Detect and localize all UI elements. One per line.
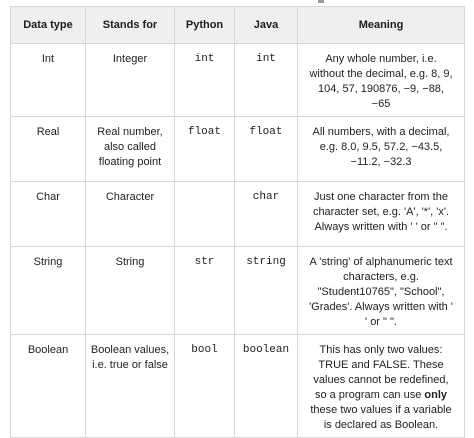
cell-java: char bbox=[235, 182, 298, 247]
cell-stands-for: String bbox=[86, 247, 175, 335]
meaning-emphasis: only bbox=[424, 389, 448, 401]
cell-meaning: A 'string' of alphanumeric text characters, e.g. "Student10765", "School", 'Grades'. Always written with ' ' or " ". bbox=[298, 247, 465, 335]
cell-python: int bbox=[175, 44, 235, 117]
header-stands-for: Stands for bbox=[86, 7, 175, 44]
cell-stands-for: Character bbox=[86, 182, 175, 247]
header-java: Java bbox=[235, 7, 298, 44]
cell-python: bool bbox=[175, 335, 235, 438]
meaning-text-after: these two values if a variable is declared as Boolean. bbox=[310, 404, 452, 431]
cell-java: int bbox=[235, 44, 298, 117]
cell-stands-for: Integer bbox=[86, 44, 175, 117]
header-meaning: Meaning bbox=[298, 7, 465, 44]
header-data-type: Data type bbox=[11, 7, 86, 44]
table-row-char bbox=[11, 182, 465, 247]
cell-stands-for: Boolean values, i.e. true or false bbox=[86, 335, 175, 438]
table-body bbox=[11, 44, 465, 438]
cell-data-type: Int bbox=[11, 44, 86, 117]
table-row-string bbox=[11, 247, 465, 335]
table-row-int bbox=[11, 44, 465, 117]
cropped-text-fragment bbox=[318, 0, 324, 3]
cell-stands-for: Real number, also called floating point bbox=[86, 117, 175, 182]
table-row-boolean bbox=[11, 335, 465, 438]
cell-meaning bbox=[298, 335, 465, 438]
cell-java: boolean bbox=[235, 335, 298, 438]
cell-data-type: String bbox=[11, 247, 86, 335]
cell-meaning: Just one character from the character set, e.g. 'A', '*', 'x'. Always written with ' ' or " ". bbox=[298, 182, 465, 247]
cell-data-type: Boolean bbox=[11, 335, 86, 438]
cell-python: str bbox=[175, 247, 235, 335]
meaning-text-before: This has only two values: TRUE and FALSE. These values cannot be redefined, so a program can use bbox=[313, 344, 449, 401]
cell-python bbox=[175, 182, 235, 247]
cell-java: float bbox=[235, 117, 298, 182]
table-row-real bbox=[11, 117, 465, 182]
cell-meaning: All numbers, with a decimal, e.g. 8.0, 9.5, 57.2, −43.5, −11.2, −32.3 bbox=[298, 117, 465, 182]
header-python: Python bbox=[175, 7, 235, 44]
cell-meaning: Any whole number, i.e. without the decimal, e.g. 8, 9, 104, 57, 190876, −9, −88, −65 bbox=[298, 44, 465, 117]
cell-python: float bbox=[175, 117, 235, 182]
cell-java: string bbox=[235, 247, 298, 335]
data-types-table bbox=[10, 6, 465, 438]
header-row bbox=[11, 7, 465, 44]
cell-data-type: Real bbox=[11, 117, 86, 182]
cell-data-type: Char bbox=[11, 182, 86, 247]
table-header bbox=[11, 7, 465, 44]
